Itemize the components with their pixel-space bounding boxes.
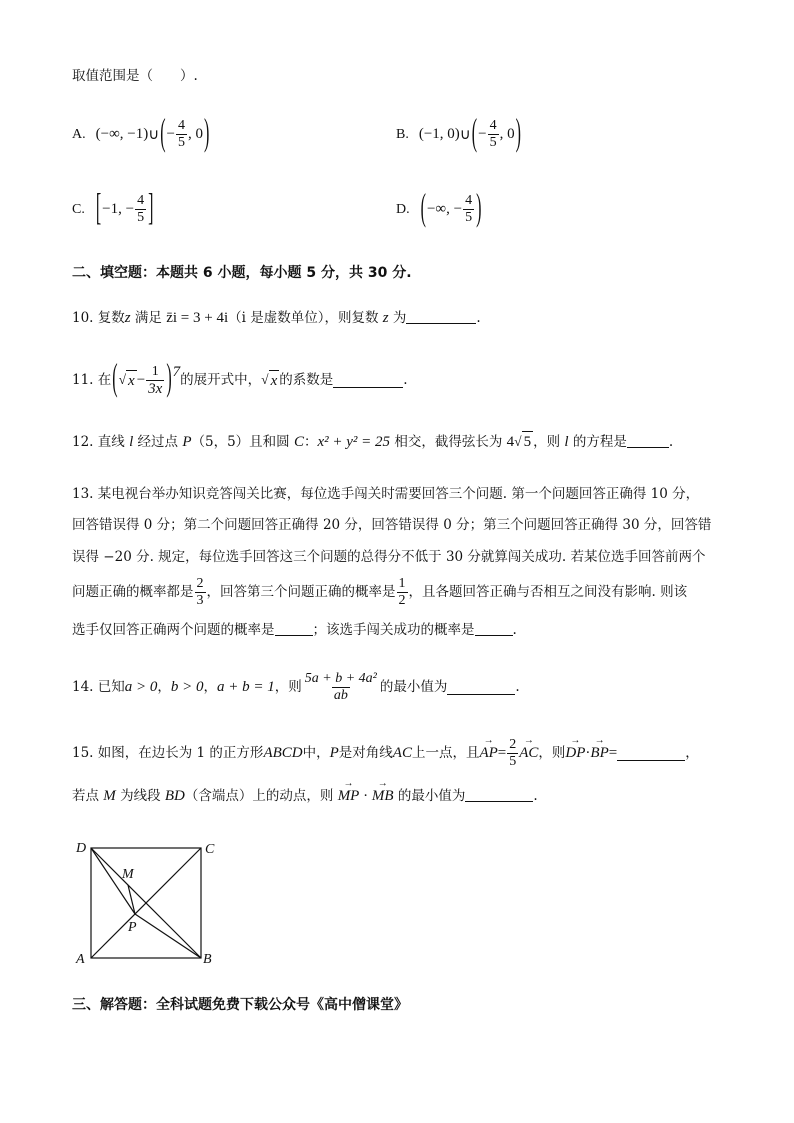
question-15-line-1 (72, 733, 699, 773)
radicand: x (126, 370, 137, 391)
var-m: M (103, 788, 116, 804)
q13-text: 问题正确的概率都是 (72, 584, 194, 600)
square-name: ABCD (263, 745, 303, 761)
left-paren: ( (420, 187, 426, 229)
var-z: z (124, 310, 131, 326)
q15-text: 上一点，且 (411, 745, 480, 761)
q15-text: 的最小值为 (393, 788, 466, 804)
vector-bp: → BP (590, 743, 608, 763)
exponent: 7 (172, 364, 181, 380)
separator: ， (157, 679, 171, 695)
answer-blank[interactable] (333, 373, 403, 388)
q11-prefix: 11. 在 (72, 372, 112, 388)
question-13-line-2: 回答错误得 0 分；第二个问题回答正确得 20 分，回答错误得 0 分；第三个问题回答正确得 30 分，回答错 (72, 517, 712, 533)
q12-prefix: 12. 直线 (72, 434, 130, 450)
q10-prefix: 10. 复数 (72, 310, 125, 326)
vector-dp: → DP (565, 743, 585, 763)
option-b (396, 112, 522, 154)
q15-text: 中， (302, 745, 330, 761)
option-d (396, 187, 482, 229)
denominator: 2 (398, 592, 406, 608)
q12-text: 相交，截得弦长为 (390, 434, 507, 450)
question-15-line-2 (72, 786, 538, 806)
condition: a > 0 (124, 679, 158, 695)
numerator: 2 (196, 575, 204, 591)
question-13-line-3: 误得 −20 分. 规定，每位选手回答这三个问题的总得分不低于 30 分就算闯关成功. 若某位选手回答前两个 (72, 549, 706, 565)
q10-equation: z̄i = 3 + 4i (166, 310, 229, 326)
section-3-heading: 三、解答题：全科试题免费下载公众号《高中僧课堂》 (72, 997, 408, 1013)
q15-text: （含端点）上的动点，则 (184, 788, 338, 804)
fraction (488, 118, 499, 151)
q12-text: 经过点 (133, 434, 183, 450)
denominator: 5 (489, 135, 497, 150)
question-14 (72, 666, 520, 708)
label-p: P (128, 920, 137, 935)
dot-product: · (585, 745, 591, 761)
q13-text: ，且各题回答正确与否相互之间没有影响. 则该 (408, 584, 688, 600)
period: . (515, 679, 520, 695)
right-paren: ) (515, 112, 521, 154)
numerator: 4 (465, 193, 473, 208)
answer-blank[interactable] (475, 621, 513, 636)
circle-equation: x² + y² = 25 (317, 434, 391, 450)
numerator: 4 (178, 118, 186, 133)
q11-text: 的展开式中， (180, 372, 262, 388)
segment-bd: BD (164, 788, 185, 804)
denominator: 3 (196, 592, 204, 608)
denominator: ab (333, 687, 348, 703)
right-paren: ) (166, 358, 172, 400)
answer-blank[interactable] (447, 680, 515, 695)
fraction (195, 576, 206, 609)
option-head: −1, − (102, 201, 135, 217)
q15-text: 15. 如图，在边长为 1 的正方形 (72, 745, 264, 761)
option-label: C. (72, 201, 85, 217)
colon: ： (304, 434, 318, 450)
var-p: P (182, 434, 192, 450)
fraction (146, 364, 164, 397)
denominator: 5 (178, 135, 186, 150)
union-symbol: ∪ (459, 127, 471, 143)
numerator: 1 (398, 575, 406, 591)
q15-text: 为线段 (115, 788, 165, 804)
q15-text: 是对角线 (338, 745, 393, 761)
section-2-heading: 二、填空题：本题共 6 小题，每小题 5 分，共 30 分. (72, 265, 412, 281)
numerator: 4 (137, 193, 145, 208)
fraction (463, 193, 474, 226)
left-paren: ( (112, 358, 118, 400)
question-13-line-1: 13. 某电视台举办知识竞答闯关比赛，每位选手闯关时需要回答三个问题. 第一个问题回答正确得 10 分， (72, 486, 700, 502)
answer-blank[interactable] (627, 433, 669, 448)
numerator: 2 (509, 736, 517, 752)
option-a (72, 112, 210, 154)
q10-text: 为 (388, 310, 407, 326)
answer-blank[interactable] (465, 787, 533, 802)
fraction (135, 193, 146, 226)
minus-sign: − (136, 372, 146, 388)
q13-text: ，回答第三个问题正确的概率是 (206, 584, 396, 600)
var-z: z (382, 310, 389, 326)
square-figure (70, 836, 230, 971)
sqrt-symbol: √ (118, 372, 127, 387)
period: . (533, 788, 538, 804)
segment-ac: AC (392, 745, 412, 761)
q14-text: 的最小值为 (379, 679, 448, 695)
vector-mp: → MP (338, 786, 360, 806)
question-13-line-5 (72, 620, 517, 640)
minus-sign: − (478, 126, 487, 142)
equals-sign: = (608, 745, 618, 761)
question-9-tail: 取值范围是（ ）. (72, 68, 198, 84)
numerator: 4 (489, 118, 497, 133)
option-interval: (−1, 0) (418, 126, 460, 142)
option-interval: (−∞, −1) (95, 126, 149, 142)
vector-ac: → AC (519, 743, 538, 763)
left-paren: ( (471, 112, 478, 154)
label-b: B (203, 952, 212, 967)
q12-text: （5，5）且和圆 (191, 434, 294, 450)
question-11 (72, 360, 408, 400)
answer-blank[interactable] (617, 746, 685, 761)
q11-text: 的系数是 (279, 372, 334, 388)
fraction (397, 576, 408, 609)
option-head: −∞, − (426, 201, 463, 217)
right-bracket: ] (148, 187, 154, 229)
denominator: 5 (137, 210, 145, 225)
separator: ， (203, 679, 218, 695)
q13-text: ；该选手闯关成功的概率是 (312, 622, 475, 638)
numerator: 5a + b + 4a² (304, 670, 377, 686)
fraction (176, 118, 187, 151)
period: . (668, 434, 674, 450)
option-c (72, 187, 154, 229)
left-bracket: [ (95, 187, 102, 229)
label-a: A (76, 952, 85, 967)
fraction (303, 671, 379, 704)
period: . (476, 310, 481, 326)
comma: ， (685, 745, 699, 761)
union-symbol: ∪ (148, 127, 160, 143)
option-tail: , 0 (499, 126, 515, 142)
condition: b > 0 (170, 679, 204, 695)
q12-text: 的方程是 (568, 434, 627, 450)
equals-sign: = (497, 745, 507, 761)
var-l: l (129, 434, 134, 450)
right-paren: ) (476, 187, 482, 229)
dot-product: · (359, 788, 372, 804)
denominator: 5 (509, 753, 517, 769)
answer-blank[interactable] (275, 621, 313, 636)
radicand: x (269, 370, 280, 391)
denominator: 5 (465, 210, 473, 225)
q10-text: 满足 (130, 310, 167, 326)
denominator: 3x (148, 380, 163, 397)
numerator: 1 (151, 363, 159, 379)
option-tail: , 0 (188, 126, 204, 142)
sqrt-symbol: √ (514, 434, 522, 449)
label-c: C (205, 842, 215, 857)
option-label: A. (72, 126, 86, 142)
period: . (512, 622, 517, 638)
question-12 (72, 431, 673, 452)
label-m: M (122, 867, 134, 882)
option-label: D. (396, 201, 410, 217)
right-paren: ) (204, 112, 210, 154)
label-d: D (76, 841, 87, 856)
q12-text: ，则 (533, 434, 565, 450)
segment-bp (135, 914, 201, 958)
question-13-line-4 (72, 574, 687, 610)
question-10 (72, 308, 481, 328)
vector-mb: → MB (372, 786, 394, 806)
coefficient: 4 (506, 434, 515, 450)
q14-text: ，则 (274, 679, 302, 695)
q13-text: 选手仅回答正确两个问题的概率是 (72, 622, 275, 638)
condition: a + b = 1 (217, 679, 275, 695)
q15-text: 若点 (72, 788, 104, 804)
sqrt-symbol: √ (261, 372, 269, 387)
answer-blank[interactable] (406, 309, 476, 324)
period: . (403, 372, 408, 388)
q10-text: （i 是虚数单位），则复数 (228, 310, 383, 326)
var-l: l (564, 434, 569, 450)
var-p: P (329, 745, 339, 761)
option-label: B. (396, 126, 409, 142)
q15-text: ，则 (538, 745, 566, 761)
vector-ap: → AP (479, 743, 497, 763)
var-c: C (293, 434, 304, 450)
radicand: 5 (522, 431, 534, 452)
left-paren: ( (160, 112, 166, 154)
q14-prefix: 14. 已知 (72, 679, 125, 695)
fraction (507, 737, 518, 770)
minus-sign: − (166, 126, 176, 142)
